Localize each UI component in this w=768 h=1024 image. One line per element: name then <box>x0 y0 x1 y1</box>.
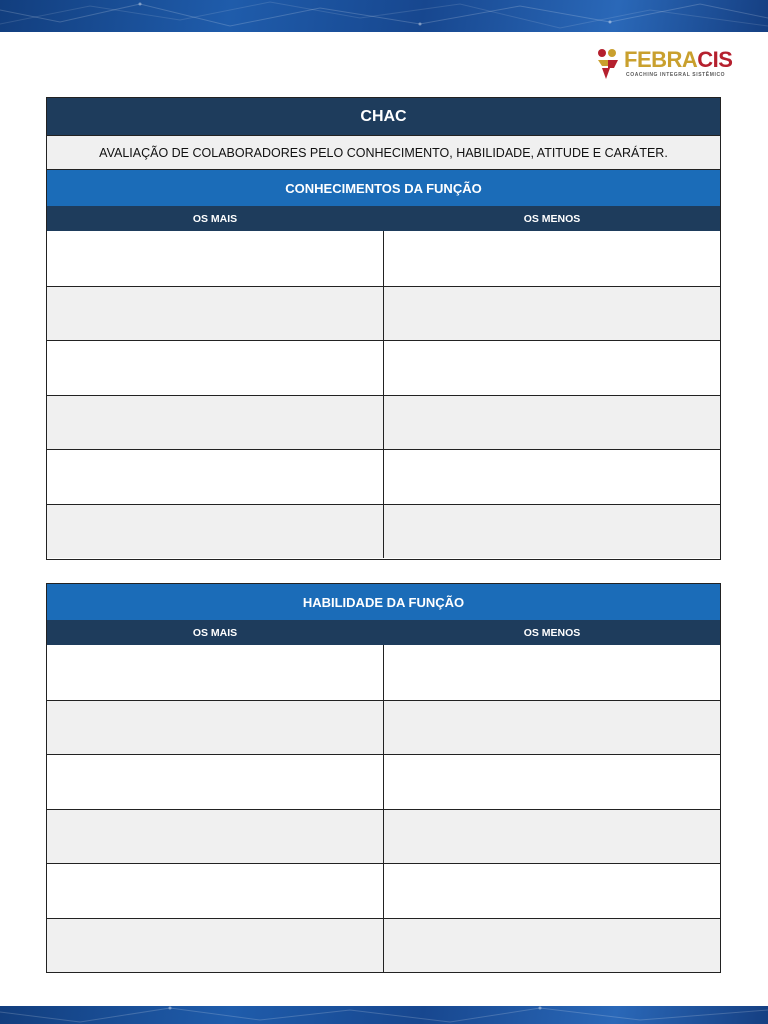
habilidade-table <box>46 583 721 973</box>
column-header-row <box>47 206 720 231</box>
cell-os-mais[interactable] <box>47 864 384 918</box>
table-row <box>47 918 720 973</box>
column-header-os-mais: OS MAIS <box>47 206 384 231</box>
cell-os-menos[interactable] <box>384 341 720 395</box>
cell-os-menos[interactable] <box>384 701 720 755</box>
top-decorative-band <box>0 0 768 32</box>
cell-os-menos[interactable] <box>384 396 720 450</box>
table-body <box>47 645 720 972</box>
cell-os-mais[interactable] <box>47 645 384 700</box>
table-body <box>47 231 720 558</box>
cell-os-mais[interactable] <box>47 919 384 973</box>
logo-name-part2: CIS <box>697 47 733 72</box>
cell-os-mais[interactable] <box>47 505 384 559</box>
table-row <box>47 504 720 559</box>
table-row <box>47 231 720 286</box>
column-header-row <box>47 620 720 645</box>
column-header-os-mais: OS MAIS <box>47 620 384 645</box>
band-pattern <box>0 0 768 32</box>
table-row <box>47 286 720 341</box>
cell-os-menos[interactable] <box>384 287 720 341</box>
cell-os-mais[interactable] <box>47 701 384 755</box>
cell-os-menos[interactable] <box>384 231 720 286</box>
table-row <box>47 395 720 450</box>
cell-os-menos[interactable] <box>384 810 720 864</box>
logo-wordmark <box>624 49 732 71</box>
section-title: CONHECIMENTOS DA FUNÇÃO <box>47 170 720 206</box>
chac-conhecimentos-table <box>46 97 721 560</box>
table-row <box>47 809 720 864</box>
table-row <box>47 863 720 918</box>
cell-os-mais[interactable] <box>47 810 384 864</box>
cell-os-menos[interactable] <box>384 919 720 973</box>
band-pattern <box>0 1006 768 1024</box>
section-title: HABILIDADE DA FUNÇÃO <box>47 584 720 620</box>
cell-os-mais[interactable] <box>47 450 384 504</box>
cell-os-menos[interactable] <box>384 645 720 700</box>
cell-os-mais[interactable] <box>47 755 384 809</box>
cell-os-menos[interactable] <box>384 864 720 918</box>
febracis-logo <box>596 46 733 82</box>
table-row <box>47 340 720 395</box>
form-subtitle: AVALIAÇÃO DE COLABORADORES PELO CONHECIMENTO, HABILIDADE, ATITUDE E CARÁTER. <box>47 135 720 170</box>
cell-os-menos[interactable] <box>384 450 720 504</box>
table-row <box>47 645 720 700</box>
cell-os-mais[interactable] <box>47 396 384 450</box>
logo-tagline: COACHING INTEGRAL SISTÊMICO <box>626 72 726 78</box>
column-header-os-menos: OS MENOS <box>523 212 581 225</box>
cell-os-mais[interactable] <box>47 231 384 286</box>
column-header-os-menos: OS MENOS <box>523 626 581 639</box>
cell-os-mais[interactable] <box>47 341 384 395</box>
bottom-decorative-band <box>0 1006 768 1024</box>
form-title: CHAC <box>47 98 720 135</box>
table-row <box>47 449 720 504</box>
table-row <box>47 754 720 809</box>
table-row <box>47 700 720 755</box>
cell-os-menos[interactable] <box>384 505 720 559</box>
logo-name-part1: FEBRA <box>624 47 698 72</box>
cell-os-menos[interactable] <box>384 755 720 809</box>
cell-os-mais[interactable] <box>47 287 384 341</box>
logo-mark-icon <box>596 48 622 80</box>
